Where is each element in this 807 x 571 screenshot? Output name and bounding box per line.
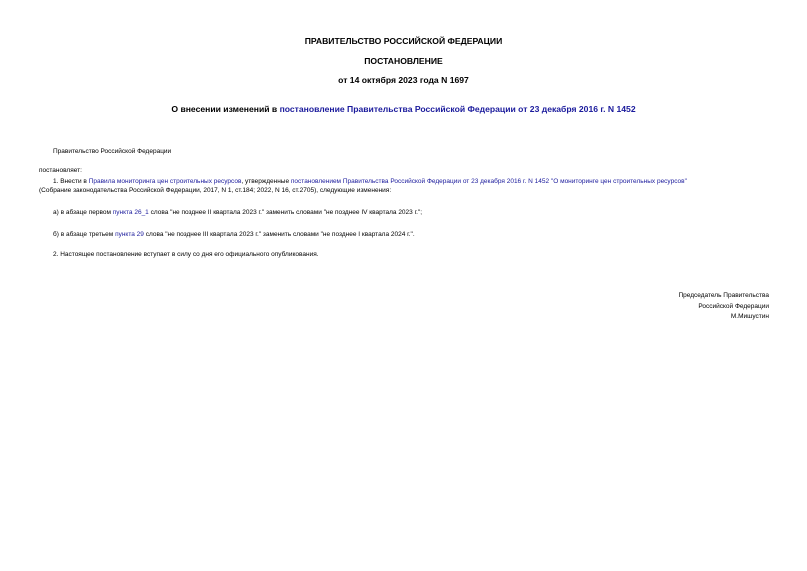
title-prefix: О внесении изменений в: [171, 104, 280, 114]
resolution-1452-link[interactable]: постановлением Правительства Российской Федерации от 23 декабря 2016 г. N 1452 "О мониторинге цен строительных ресурсов": [290, 178, 687, 185]
signature-name: М.Мишустин: [730, 313, 769, 320]
item-b-suffix: слова "не позднее III квартала 2023 г." заменить словами "не позднее I квартала 2024 г.".: [143, 231, 415, 238]
item-26-1-link[interactable]: пункта 26_1: [112, 209, 149, 216]
signature-position-line-1: Председатель Правительства: [678, 292, 769, 299]
item-a: [53, 208, 422, 217]
government-heading: ПРАВИТЕЛЬСТВО РОССИЙСКОЙ ФЕДЕРАЦИИ: [304, 36, 503, 46]
item-1-line-2: (Собрание законодательства Российской Федерации, 2017, N 1, ст.184; 2022, N 16, ст.2705), следующие изменения:: [39, 187, 392, 194]
item-29-link[interactable]: пункта 29: [115, 231, 144, 238]
item-b: [53, 230, 415, 239]
resolves-text: постановляет:: [39, 167, 82, 174]
document-type: ПОСТАНОВЛЕНИЕ: [364, 56, 443, 66]
item-b-prefix: б) в абзаце третьем: [53, 231, 116, 238]
item-a-prefix: а) в абзаце первом: [53, 209, 113, 216]
document-title: [0, 104, 807, 115]
document-date-number: от 14 октября 2023 года N 1697: [338, 75, 469, 85]
item-1-prefix: 1. Внести в: [53, 178, 89, 185]
item-2: 2. Настоящее постановление вступает в силу со дня его официального опубликования.: [53, 251, 319, 258]
item-1-middle: , утвержденные: [241, 178, 291, 185]
issuer-text: Правительство Российской Федерации: [53, 148, 172, 155]
item-a-suffix: слова "не позднее II квартала 2023 г." заменить словами "не позднее IV квартала 2023 г.";: [148, 209, 423, 216]
rules-link[interactable]: Правила мониторинга цен строительных ресурсов: [88, 178, 242, 185]
signature-position-line-2: Российской Федерации: [698, 303, 769, 310]
item-1-line-1: [53, 177, 687, 186]
title-resolution-link[interactable]: постановление Правительства Российской Федерации от 23 декабря 2016 г. N 1452: [279, 104, 636, 114]
